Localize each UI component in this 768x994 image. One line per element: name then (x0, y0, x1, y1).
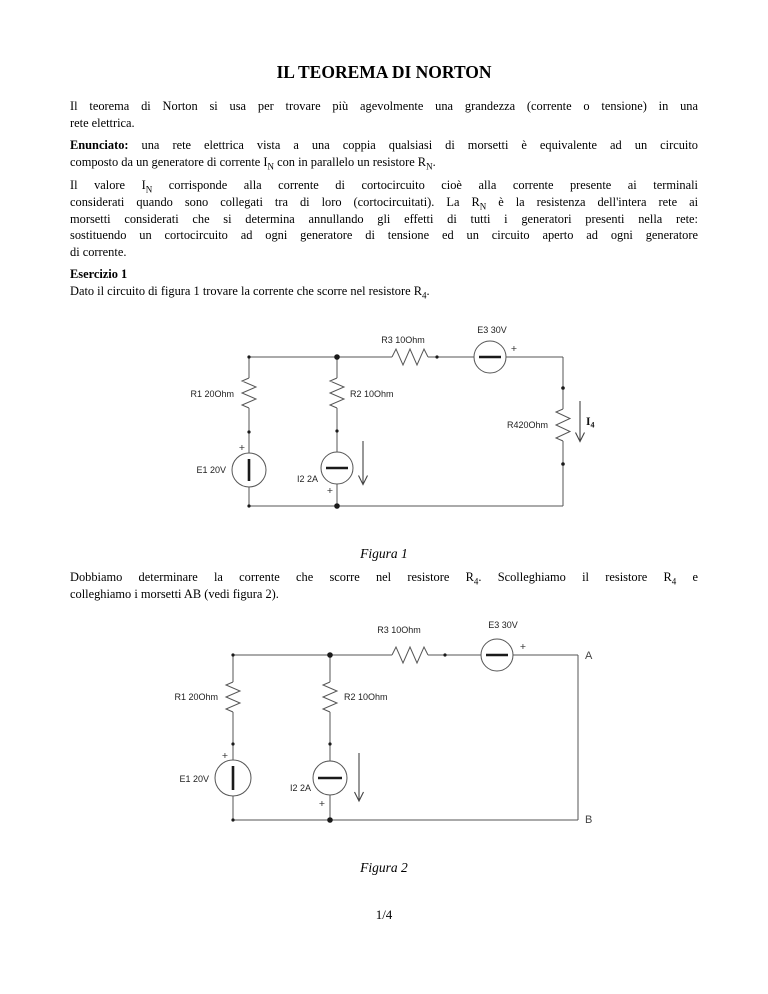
resistor-r1 (190, 378, 256, 408)
resistor-r4 (507, 409, 570, 441)
current-direction-arrow (359, 441, 368, 485)
current-source-i2-label: I2 2A (296, 474, 318, 484)
figure1-caption: Figura 1 (360, 546, 408, 561)
page-number: 1/4 (375, 907, 393, 922)
resistor-r3 (377, 625, 428, 663)
terminal-a (585, 650, 593, 662)
figure1-schematic (180, 318, 610, 545)
figure2-schematic (150, 615, 610, 830)
voltage-source-e1 (179, 750, 251, 796)
current-arrow-i4 (576, 401, 595, 442)
resistor-r2-label: R2 10Ohm (350, 389, 394, 399)
resistor-r3 (381, 335, 428, 365)
resistor-r3-label: R3 10Ohm (381, 335, 425, 345)
resistor-r1-label: R1 20Ohm (174, 692, 218, 702)
plus-sign: + (221, 750, 229, 762)
resistor-r4-label: R420Ohm (506, 420, 548, 430)
terminal-b (585, 814, 592, 826)
current-source-i2-label: I2 2A (289, 783, 311, 793)
terminal-b-label: B (585, 814, 593, 826)
figure2-caption: Figura 2 (360, 860, 408, 875)
plus-sign: + (510, 343, 518, 355)
plus-sign: + (238, 442, 246, 454)
resistor-r2-label: R2 10Ohm (344, 692, 388, 702)
voltage-source-e3-label: E3 30V (477, 325, 507, 335)
resistor-r1-label: R1 20Ohm (190, 389, 234, 399)
paragraph-intro: Il teorema di Norton si usa per trovare più agevolmente una grandezza (corrente o tensione) in una rete elettrica. (70, 99, 698, 130)
resistor-r1 (174, 682, 240, 712)
exercise-heading: Esercizio 1 (70, 267, 128, 281)
current-i4-label: $I_4$ (586, 416, 595, 430)
page-title: IL TEOREMA DI NORTON (276, 62, 492, 82)
voltage-source-e1-label: E1 20V (196, 465, 226, 475)
paragraph-dobbiamo: Dobbiamo determinare la corrente che scorre nel resistore $R_4$. Scolleghiamo il resistore $R_4$ e colleghiamo i morsetti AB (vedi figura 2). (70, 570, 699, 601)
junction-dots (247, 354, 564, 509)
current-source-i2 (290, 753, 364, 810)
exercise-line: Dato il circuito di figura 1 trovare la corrente che scorre nel resistore $R_4$. (70, 284, 430, 301)
plus-sign: + (326, 485, 334, 497)
voltage-source-e3 (474, 325, 517, 373)
voltage-source-e3 (481, 620, 526, 671)
current-direction-arrow (355, 753, 364, 801)
current-source-i2 (297, 441, 368, 497)
plus-sign: + (519, 641, 527, 653)
plus-sign: + (318, 798, 326, 810)
resistor-r2 (323, 682, 388, 712)
junction-dots (231, 652, 446, 823)
resistor-r3-label: R3 10Ohm (377, 625, 421, 635)
voltage-source-e1 (196, 442, 266, 487)
paragraph-enunciato: Enunciato: una rete elettrica vista a una coppia qualsiasi di morsetti è equivalente ad un circuito composto da un generatore di corrente $I_N$ con in parallelo un resistore $R_N$. (70, 138, 698, 172)
terminal-a-label: A (585, 650, 593, 662)
wires (233, 655, 578, 820)
paragraph-valore-in: Il valore $I_N$ corrisponde alla corrente di cortocircuito cioè alla corrente presente ai terminali considerati quando sono collegati tra di loro (cortocircuitati). La $R_N$ è la resistenza dell'intera rete ai morsetti considerati che si determina annullando gli effetti di tutti i generatori presenti nella rete: sostituendo un cortocircuito ad ogni generatore di tensione ed un circuito aperto ad ogni generatore di corrente. (70, 178, 699, 260)
voltage-source-e3-label: E3 30V (488, 620, 518, 630)
resistor-r2 (330, 378, 394, 408)
voltage-source-e1-label: E1 20V (179, 774, 209, 784)
